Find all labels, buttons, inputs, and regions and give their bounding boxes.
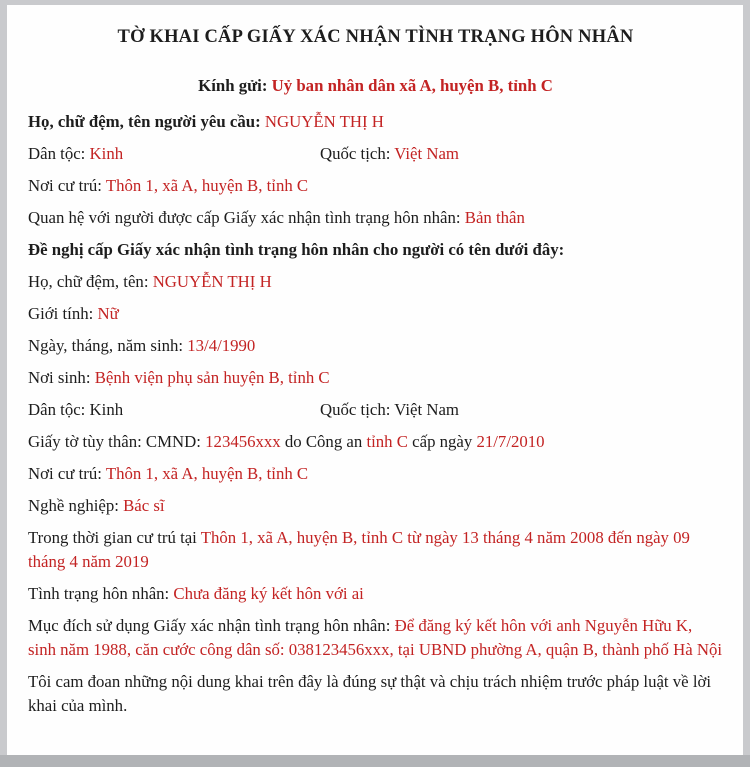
field-subject-residence-period — [28, 526, 723, 574]
field-subject-residence — [28, 462, 723, 486]
field-label: Dân tộc: — [28, 400, 86, 419]
field-label: Tình trạng hôn nhân: — [28, 584, 170, 603]
nationality-group — [320, 398, 459, 422]
field-subject-occupation — [28, 494, 723, 518]
id-issuer: tỉnh C — [366, 432, 408, 451]
recipient-line — [28, 74, 723, 98]
field-value: NGUYỄN THỊ H — [152, 272, 272, 291]
field-value: NGUYỄN THỊ H — [264, 112, 384, 131]
id-number: 123456xxx — [205, 432, 281, 451]
field-label: Quốc tịch: — [320, 400, 391, 419]
field-label: Giấy tờ tùy thân: CMND: — [28, 432, 201, 451]
request-heading: Đề nghị cấp Giấy xác nhận tình trạng hôn nhân cho người có tên dưới đây: — [28, 240, 565, 259]
id-issue-date: 21/7/2010 — [476, 432, 545, 451]
field-value: Để đăng ký kết hôn với anh Nguyễn Hữu K, sinh năm 1988, căn cước công dân số: 038123456xxx, tại UBND phường A, quận B, thành phố Hà Nội — [28, 616, 723, 659]
form-fields — [28, 110, 723, 718]
field-label: Dân tộc: — [28, 144, 86, 163]
ethnicity-group — [28, 400, 123, 419]
field-label: Họ, chữ đệm, tên người yêu cầu: — [28, 112, 261, 131]
field-subject-dob — [28, 334, 723, 358]
field-label: Nghề nghiệp: — [28, 496, 119, 515]
field-value: Việt Nam — [394, 144, 459, 163]
field-value: Thôn 1, xã A, huyện B, tỉnh C — [105, 464, 309, 483]
field-label: Quốc tịch: — [320, 144, 391, 163]
field-applicant-ethnicity-nationality — [28, 142, 723, 166]
id-middle-text-2: cấp ngày — [412, 432, 473, 451]
recipient-label: Kính gửi: — [198, 76, 268, 95]
field-value: Thôn 1, xã A, huyện B, tỉnh C từ ngày 13 tháng 4 năm 2008 đến ngày 09 tháng 4 năm 2019 — [28, 528, 690, 571]
field-label: Quan hệ với người được cấp Giấy xác nhận tình trạng hôn nhân: — [28, 208, 461, 227]
field-label: Trong thời gian cư trú tại — [28, 528, 197, 547]
field-label: Nơi cư trú: — [28, 176, 102, 195]
form-sheet — [7, 5, 743, 718]
bottom-border-strip — [0, 755, 750, 767]
field-label: Ngày, tháng, năm sinh: — [28, 336, 184, 355]
field-label: Họ, chữ đệm, tên: — [28, 272, 149, 291]
field-applicant-residence — [28, 174, 723, 198]
id-middle-text: do Công an — [284, 432, 363, 451]
field-value: Kinh — [89, 144, 124, 163]
field-applicant-relationship — [28, 206, 723, 230]
field-applicant-full-name — [28, 110, 723, 134]
declaration-text: Tôi cam đoan những nội dung khai trên đây là đúng sự thật và chịu trách nhiệm trước pháp luật về lời khai của mình. — [28, 672, 712, 715]
ethnicity-group — [28, 144, 123, 163]
field-label: Nơi sinh: — [28, 368, 91, 387]
field-value: Việt Nam — [394, 400, 459, 419]
field-value: Bản thân — [464, 208, 525, 227]
field-subject-birthplace — [28, 366, 723, 390]
field-value: Chưa đăng ký kết hôn với ai — [173, 584, 364, 603]
page-title: TỜ KHAI CẤP GIẤY XÁC NHẬN TÌNH TRẠNG HÔN NHÂN — [117, 27, 634, 47]
field-value: Bệnh viện phụ sản huyện B, tỉnh C — [94, 368, 330, 387]
nationality-group — [320, 142, 459, 166]
field-value: Thôn 1, xã A, huyện B, tỉnh C — [105, 176, 309, 195]
field-subject-gender — [28, 302, 723, 326]
field-label: Giới tính: — [28, 304, 94, 323]
field-subject-ethnicity-nationality — [28, 398, 723, 422]
field-subject-full-name — [28, 270, 723, 294]
field-value: Bác sĩ — [123, 496, 165, 515]
recipient-value: Uỷ ban nhân dân xã A, huyện B, tỉnh C — [271, 76, 553, 95]
field-value: Kinh — [89, 400, 124, 419]
field-value: 13/4/1990 — [187, 336, 256, 355]
field-subject-marital-status — [28, 582, 723, 606]
field-label: Mục đích sử dụng Giấy xác nhận tình trạng hôn nhân: — [28, 616, 391, 635]
field-subject-purpose — [28, 614, 723, 662]
field-value: Nữ — [97, 304, 119, 323]
field-subject-id-document — [28, 430, 723, 454]
field-label: Nơi cư trú: — [28, 464, 102, 483]
